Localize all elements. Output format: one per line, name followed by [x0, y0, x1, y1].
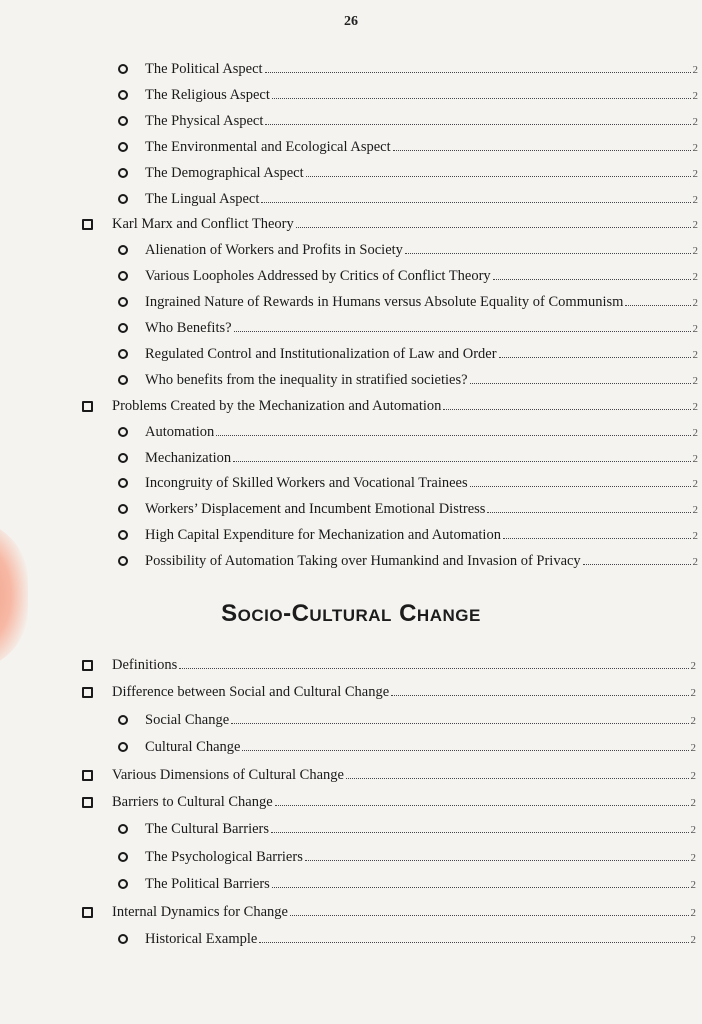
toc-entry-label: The Political Barriers	[145, 876, 270, 893]
toc-heading-entry[interactable]	[112, 903, 696, 922]
toc-subentry[interactable]	[145, 60, 698, 79]
toc-subentry[interactable]	[145, 930, 696, 949]
dot-leader	[259, 931, 688, 943]
toc-subentry[interactable]	[145, 526, 698, 545]
toc-entry-page: 2	[692, 374, 698, 387]
toc-entry-page: 2	[690, 714, 696, 727]
toc-subentry[interactable]	[145, 241, 698, 260]
toc-entry-page: 2	[690, 769, 696, 782]
dot-leader	[242, 739, 688, 751]
dot-leader	[391, 684, 688, 696]
circle-bullet-icon	[118, 852, 128, 862]
dot-leader	[296, 216, 691, 228]
circle-bullet-icon	[118, 90, 128, 100]
toc-entry-page: 2	[692, 89, 698, 102]
circle-bullet-icon	[118, 427, 128, 437]
toc-heading-entry[interactable]	[112, 683, 696, 702]
toc-entry-page: 2	[692, 141, 698, 154]
toc-entry-label: Who Benefits?	[145, 320, 232, 336]
circle-bullet-icon	[118, 530, 128, 540]
toc-subentry[interactable]	[145, 848, 696, 867]
dot-leader	[487, 501, 690, 513]
toc-entry-page: 2	[692, 115, 698, 128]
dot-leader	[503, 527, 691, 539]
dot-leader	[499, 346, 691, 358]
toc-subentry[interactable]	[145, 371, 698, 390]
dot-leader	[625, 294, 690, 306]
toc-entry-label: Alienation of Workers and Profits in Society	[145, 242, 403, 259]
dot-leader	[393, 139, 691, 151]
toc-entry-label: Who benefits from the inequality in stratified societies?	[145, 371, 468, 388]
toc-entry-label: Automation	[145, 423, 215, 440]
toc-subentry[interactable]	[145, 190, 698, 209]
toc-entry-page: 2	[692, 167, 698, 180]
dot-leader	[271, 821, 688, 833]
dot-leader	[233, 450, 690, 462]
toc-heading-entry[interactable]	[112, 215, 698, 234]
dot-leader	[272, 876, 689, 888]
toc-heading-entry[interactable]	[112, 397, 698, 416]
toc-entry-page: 2	[692, 530, 698, 543]
dot-leader	[305, 849, 689, 861]
toc-entry-page: 2	[692, 400, 698, 413]
toc-heading-entry[interactable]	[112, 656, 696, 675]
square-bullet-icon	[82, 660, 93, 671]
circle-bullet-icon	[118, 64, 128, 74]
toc-subentry[interactable]	[145, 500, 698, 519]
toc-entry-label: Mechanization	[145, 449, 232, 466]
toc-subentry[interactable]	[145, 738, 696, 757]
square-bullet-icon	[82, 219, 93, 230]
dot-leader	[179, 657, 688, 669]
circle-bullet-icon	[118, 715, 128, 725]
toc-entry-page: 2	[692, 271, 698, 284]
toc-entry-label: Definitions	[112, 657, 178, 673]
toc-entry-label: Historical Example	[145, 931, 258, 947]
toc-subentry[interactable]	[145, 449, 698, 468]
dot-leader	[272, 87, 691, 99]
toc-heading-entry[interactable]	[112, 793, 696, 812]
toc-subentry[interactable]	[145, 112, 698, 131]
toc-entry-page: 2	[692, 297, 698, 310]
dot-leader	[265, 113, 690, 125]
square-bullet-icon	[82, 687, 93, 698]
toc-entry-label: Karl Marx and Conflict Theory	[112, 216, 294, 233]
toc-subentry[interactable]	[145, 164, 698, 183]
toc-subentry[interactable]	[145, 711, 696, 730]
toc-entry-label: Barriers to Cultural Change	[112, 794, 273, 810]
toc-subentry[interactable]	[145, 86, 698, 105]
toc-entry-label: Social Change	[145, 711, 230, 728]
toc-entry-label: The Psychological Barriers	[145, 848, 303, 865]
dot-leader	[443, 398, 690, 410]
toc-subentry[interactable]	[145, 552, 698, 571]
circle-bullet-icon	[118, 742, 128, 752]
dot-leader	[234, 320, 691, 332]
toc-entry-page: 2	[692, 426, 698, 439]
circle-bullet-icon	[118, 349, 128, 359]
toc-subentry[interactable]	[145, 319, 698, 338]
toc-entry-page: 2	[692, 504, 698, 517]
toc-entry-page: 2	[692, 556, 698, 569]
toc-entry-label: The Cultural Barriers	[145, 821, 270, 838]
toc-subentry[interactable]	[145, 138, 698, 157]
circle-bullet-icon	[118, 194, 128, 204]
toc-subentry[interactable]	[145, 474, 698, 493]
dot-leader	[346, 767, 689, 779]
circle-bullet-icon	[118, 453, 128, 463]
toc-entry-page: 2	[690, 851, 696, 864]
toc-entry-label: Problems Created by the Mechanization and Automation	[112, 397, 442, 414]
toc-entry-label: Workers’ Displacement and Incumbent Emotional Distress	[145, 501, 486, 518]
toc-entry-label: The Political Aspect	[145, 61, 263, 77]
toc-entry-label: Possibility of Automation Taking over Humankind and Invasion of Privacy	[145, 553, 581, 570]
circle-bullet-icon	[118, 245, 128, 255]
circle-bullet-icon	[118, 504, 128, 514]
toc-entry-page: 2	[690, 824, 696, 837]
dot-leader	[216, 424, 690, 436]
dot-leader	[405, 242, 691, 254]
dot-leader	[583, 553, 691, 565]
toc-entry-label: Regulated Control and Institutionalization of Law and Order	[145, 345, 497, 362]
toc-entry-label: Difference between Social and Cultural Change	[112, 684, 390, 701]
circle-bullet-icon	[118, 271, 128, 281]
toc-entry-label: The Religious Aspect	[145, 86, 270, 103]
toc-entry-page: 2	[692, 193, 698, 206]
toc-entry-label: High Capital Expenditure for Mechanization and Automation	[145, 527, 501, 544]
circle-bullet-icon	[118, 323, 128, 333]
circle-bullet-icon	[118, 297, 128, 307]
toc-heading-entry[interactable]	[112, 766, 696, 785]
toc-subentry[interactable]	[145, 423, 698, 442]
toc-entry-page: 2	[690, 660, 696, 672]
toc-subentry[interactable]	[145, 345, 698, 364]
dot-leader	[470, 372, 691, 384]
toc-entry-label: Ingrained Nature of Rewards in Humans versus Absolute Equality of Communism	[145, 294, 624, 311]
toc-entry-page: 2	[690, 687, 696, 700]
toc-entry-page: 2	[692, 219, 698, 232]
circle-bullet-icon	[118, 375, 128, 385]
square-bullet-icon	[82, 401, 93, 412]
toc-subentry[interactable]	[145, 875, 696, 894]
toc-entry-page: 2	[692, 348, 698, 361]
toc-entry-label: Incongruity of Skilled Workers and Vocational Trainees	[145, 475, 468, 492]
circle-bullet-icon	[118, 934, 128, 944]
toc-entry-page: 2	[692, 64, 698, 76]
circle-bullet-icon	[118, 116, 128, 126]
toc-entry-label: Various Dimensions of Cultural Change	[112, 766, 344, 783]
toc-entry-page: 2	[692, 478, 698, 491]
toc-entry-label: Cultural Change	[145, 739, 241, 756]
dot-leader	[493, 268, 691, 280]
toc-entry-label: The Demographical Aspect	[145, 164, 304, 181]
dot-leader	[306, 165, 691, 177]
toc-entry-page: 2	[692, 452, 698, 465]
dot-leader	[265, 61, 691, 73]
circle-bullet-icon	[118, 168, 128, 178]
dot-leader	[275, 794, 689, 806]
dot-leader	[261, 191, 690, 203]
toc-entry-label: The Environmental and Ecological Aspect	[145, 138, 391, 155]
circle-bullet-icon	[118, 142, 128, 152]
toc-entry-page: 2	[690, 742, 696, 755]
dot-leader	[470, 475, 691, 487]
toc-entry-page: 2	[692, 323, 698, 335]
circle-bullet-icon	[118, 556, 128, 566]
toc-subentry[interactable]	[145, 267, 698, 286]
toc-subentry[interactable]	[145, 293, 698, 312]
toc-entry-page: 2	[690, 879, 696, 892]
square-bullet-icon	[82, 797, 93, 808]
circle-bullet-icon	[118, 824, 128, 834]
toc-subentry[interactable]	[145, 820, 696, 839]
toc-entry-page: 2	[690, 934, 696, 946]
toc-entry-label: Various Loopholes Addressed by Critics of Conflict Theory	[145, 268, 491, 285]
page-number: 26	[344, 14, 358, 29]
toc-entry-page: 2	[690, 906, 696, 919]
dot-leader	[231, 712, 688, 724]
toc-entry-label: The Lingual Aspect	[145, 190, 260, 207]
toc-entry-label: Internal Dynamics for Change	[112, 903, 288, 920]
finger-shadow	[0, 520, 28, 670]
toc-entry-page: 2	[690, 797, 696, 809]
dot-leader	[290, 904, 689, 916]
square-bullet-icon	[82, 770, 93, 781]
section-title: Socio-Cultural Change	[221, 600, 481, 627]
toc-entry-page: 2	[692, 245, 698, 258]
circle-bullet-icon	[118, 478, 128, 488]
circle-bullet-icon	[118, 879, 128, 889]
toc-entry-label: The Physical Aspect	[145, 112, 264, 129]
square-bullet-icon	[82, 907, 93, 918]
